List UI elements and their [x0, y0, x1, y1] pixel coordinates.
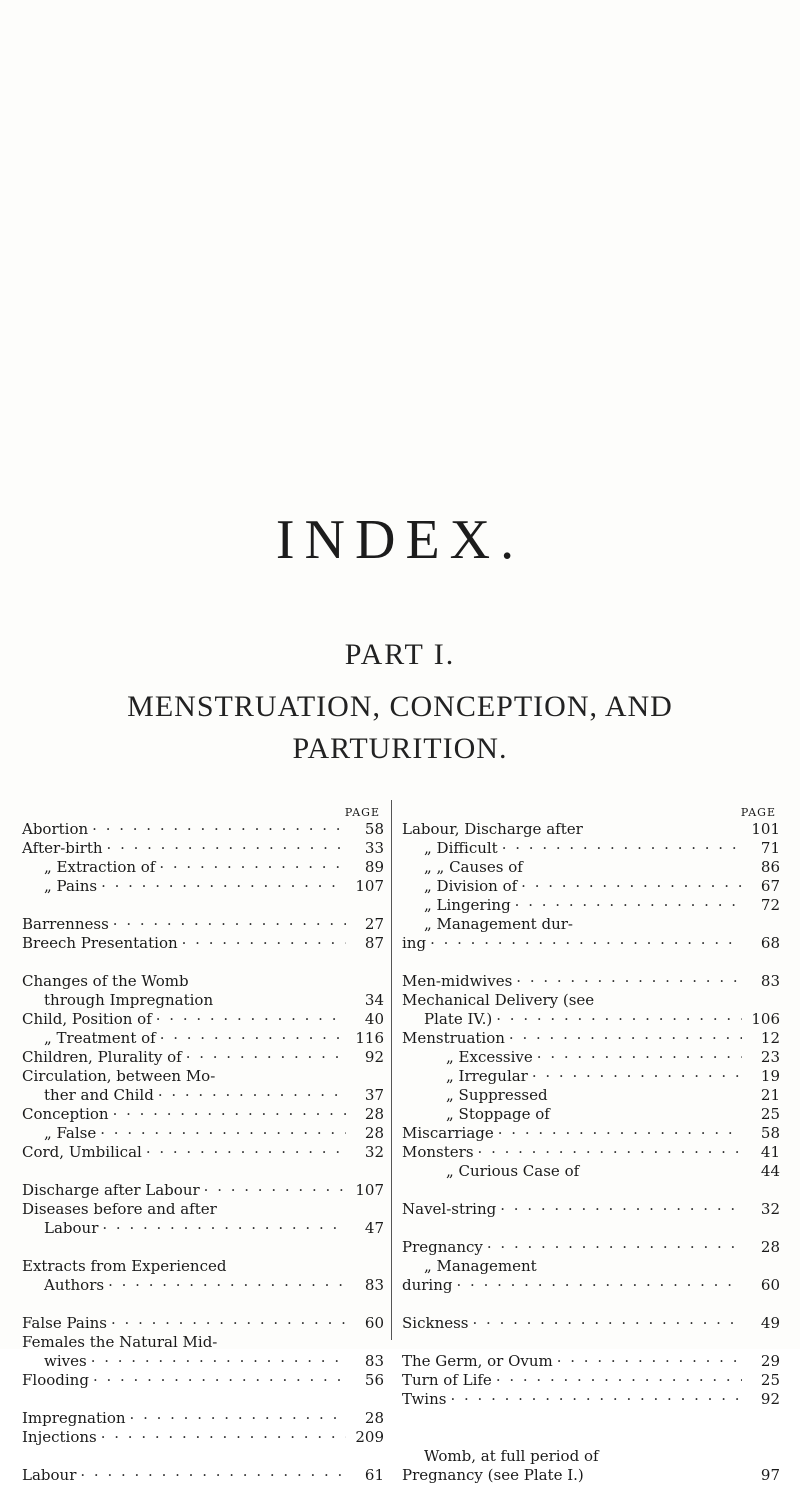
index-entry: „ False · · · 28 [22, 1124, 384, 1143]
index-entry: Pregnancy (see Plate I.) 97 [402, 1466, 780, 1484]
index-entry: Menstruation · · · 12 [402, 1029, 780, 1048]
index-entry: Men-midwives · · · 83 [402, 972, 780, 991]
index-entry: Miscarriage · · · 58 [402, 1124, 780, 1143]
index-entry: Flooding · · · 56 [22, 1371, 384, 1390]
index-entry: False Pains · · · 60 [22, 1314, 384, 1333]
index-entry: during · · · 60 [402, 1276, 780, 1295]
index-entry: Injections · · · 209 [22, 1428, 384, 1447]
index-entry: through Impregnation 34 [44, 991, 384, 1009]
index-entry: Abortion · · · 58 [22, 820, 384, 839]
index-entry: Mechanical Delivery (see [402, 991, 595, 1009]
index-entry: Labour · · · 61 [22, 1466, 384, 1485]
index-entry: After-birth · · · 33 [22, 839, 384, 858]
index-entry: „ Irregular · · · 19 [402, 1067, 780, 1086]
subtitle-line-2: PARTURITION. [292, 732, 508, 765]
index-entry: Females the Natural Mid- [22, 1333, 218, 1351]
index-entry: Conception · · · 28 [22, 1105, 384, 1124]
index-entry: Labour · · · 47 [22, 1219, 384, 1238]
index-entry: Children, Plurality of · · · 92 [22, 1048, 384, 1067]
page-heading: PAGE [344, 806, 380, 819]
subtitle-line-1: MENSTRUATION, CONCEPTION, AND [127, 690, 673, 723]
index-entry: Diseases before and after [22, 1200, 217, 1218]
index-entry: „ Division of · · · 67 [402, 877, 780, 896]
index-entry: „ Management dur- [424, 915, 573, 933]
index-entry: Authors · · · 83 [22, 1276, 384, 1295]
index-entry: Barrenness · · · 27 [22, 915, 384, 934]
index-entry: „ Curious Case of 44 [446, 1162, 780, 1180]
index-entry: Impregnation · · · 28 [22, 1409, 384, 1428]
index-entry: Changes of the Womb [22, 972, 189, 990]
index-entry: „ Lingering · · · 72 [402, 896, 780, 915]
index-entry: Womb, at full period of [424, 1447, 599, 1465]
index-entry: Child, Position of · · · 40 [22, 1010, 384, 1029]
index-entry: Extracts from Experienced [22, 1257, 227, 1275]
column-divider [391, 800, 392, 1340]
index-entry: Twins · · · 92 [402, 1390, 780, 1409]
index-entry: Plate IV.) · · · 106 [402, 1010, 780, 1029]
right-index-column [402, 805, 780, 1485]
index-entry: Turn of Life · · · 25 [402, 1371, 780, 1390]
index-entry: „ „ Causes of 86 [424, 858, 780, 876]
page-heading: PAGE [740, 806, 776, 819]
index-entry: „ Management [424, 1257, 537, 1275]
index-entry: Discharge after Labour · · · 107 [22, 1181, 384, 1200]
index-entry: „ Pains · · · 107 [22, 877, 384, 896]
index-entry: „ Excessive · · · 23 [402, 1048, 780, 1067]
index-entry: Labour, Discharge after 101 [402, 820, 780, 838]
index-entry: The Germ, or Ovum · · · 29 [402, 1352, 780, 1371]
index-entry: „ Treatment of · · · 116 [22, 1029, 384, 1048]
index-entry: ther and Child · · · 37 [22, 1086, 384, 1105]
index-entry: Monsters · · · 41 [402, 1143, 780, 1162]
index-title: INDEX. [275, 509, 525, 571]
index-entry: „ Difficult · · · 71 [402, 839, 780, 858]
left-index-column [22, 805, 384, 1485]
index-entry: „ Extraction of · · · 89 [22, 858, 384, 877]
index-entry: wives · · · 83 [22, 1352, 384, 1371]
index-entry: „ Stoppage of 25 [446, 1105, 780, 1123]
index-entry: Sickness · · · 49 [402, 1314, 780, 1333]
part-title: PART I. [344, 638, 456, 671]
index-entry: ing · · · 68 [402, 934, 780, 953]
index-entry: „ Suppressed 21 [446, 1086, 780, 1104]
index-entry: Pregnancy · · · 28 [402, 1238, 780, 1257]
index-entry: Cord, Umbilical · · · 32 [22, 1143, 384, 1162]
index-entry: Circulation, between Mo- [22, 1067, 216, 1085]
index-entry: Breech Presentation · · · 87 [22, 934, 384, 953]
index-entry: Navel-string · · · 32 [402, 1200, 780, 1219]
